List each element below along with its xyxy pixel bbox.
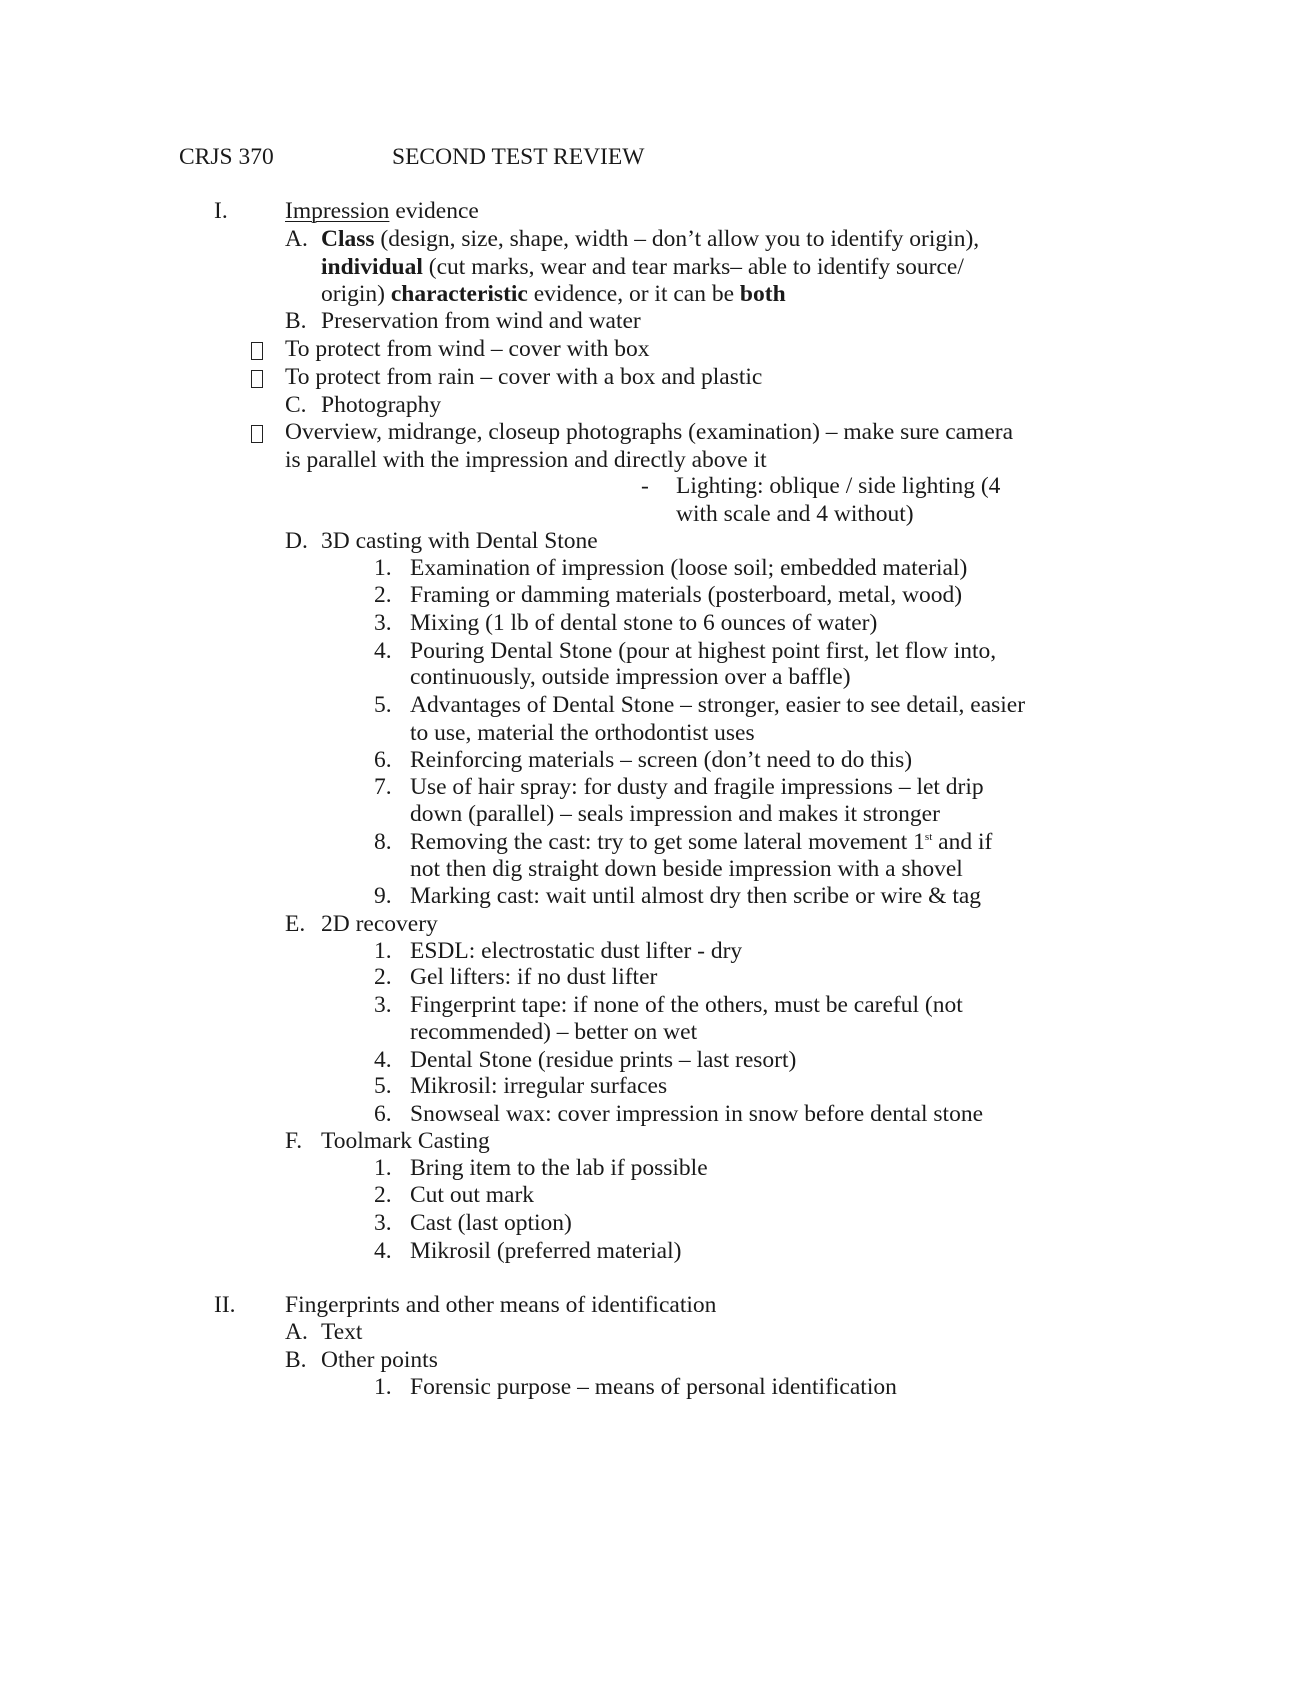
list-item-cont: to use, material the orthodontist uses [410,720,755,746]
list-number: 4. [374,1238,392,1264]
list-item: ESDL: electrostatic dust lifter - dry [410,938,743,964]
text-run: (cut marks, wear and tear marks– able to identify source/ [422,254,964,280]
list-number: 9. [374,883,392,909]
list-number: 8. [374,829,392,855]
bold-term: Class [321,226,375,252]
list-item: Marking cast: wait until almost dry then scribe or wire & tag [410,883,982,909]
bullet-text: is parallel with the impression and directly above it [285,447,767,473]
dash-text: with scale and 4 without) [676,501,914,527]
bold-term: characteristic [390,281,528,307]
list-number: 7. [374,774,392,800]
outline-letter: B. [285,308,307,334]
outline-letter: A. [285,1319,308,1345]
list-item: Fingerprint tape: if none of the others, must be careful (not [410,992,963,1018]
section-title-underlined: Impression [285,198,390,224]
list-item: Cut out mark [410,1182,535,1208]
list-item: Pouring Dental Stone (pour at highest point first, let flow into, [410,638,997,664]
list-number: 1. [374,1374,392,1400]
course-code: CRJS 370 [179,144,274,170]
list-item: Framing or damming materials (posterboard, metal, wood) [410,582,963,608]
list-number: 2. [374,1182,392,1208]
list-item: Mixing (1 lb of dental stone to 6 ounces of water) [410,610,878,636]
list-number: 2. [374,964,392,990]
outline-text: Text [321,1319,363,1345]
list-item-cont: down (parallel) – seals impression and makes it stronger [410,801,940,827]
list-item-cont: continuously, outside impression over a baffle) [410,664,851,690]
list-number: 4. [374,1047,392,1073]
list-number: 1. [374,1155,392,1181]
list-item [410,828,992,857]
list-item: Snowseal wax: cover impression in snow before dental stone [410,1101,984,1127]
outline-text: Photography [321,392,442,418]
outline-letter: D. [285,528,308,554]
outline-text [321,280,786,309]
bullet-text: To protect from rain – cover with a box and plastic [285,364,763,390]
bullet-box-icon [251,342,263,360]
bullet-box-icon [251,370,263,388]
outline-text: Preservation from wind and water [321,308,641,334]
outline-text [321,253,964,282]
list-item: Examination of impression (loose soil; embedded material) [410,555,968,581]
outline-letter: E. [285,911,306,937]
text-run: (design, size, shape, width – don’t allow you to identify origin), [374,226,980,252]
dash-text: Lighting: oblique / side lighting (4 [676,473,1001,499]
list-number: 6. [374,1101,392,1127]
outline-text: Other points [321,1347,438,1373]
text-run: and if [932,829,993,855]
text-run: origin) [321,281,391,307]
bullet-box-icon [251,425,263,443]
outline-letter: B. [285,1347,307,1373]
list-number: 5. [374,1073,392,1099]
bullet-text: To protect from wind – cover with box [285,336,650,362]
list-number: 3. [374,610,392,636]
list-number: 5. [374,692,392,718]
dash-marker: - [641,473,649,499]
list-number: 6. [374,747,392,773]
list-number: 2. [374,582,392,608]
list-number: 3. [374,992,392,1018]
section-title: Fingerprints and other means of identification [285,1292,717,1318]
outline-letter: F. [285,1128,303,1154]
text-run: Removing the cast: try to get some lateral movement 1 [410,829,925,855]
section-numeral: II. [214,1292,236,1318]
page-title: SECOND TEST REVIEW [392,144,645,170]
list-item: Reinforcing materials – screen (don’t need to do this) [410,747,913,773]
list-item: Dental Stone (residue prints – last resort) [410,1047,797,1073]
list-item: Mikrosil: irregular surfaces [410,1073,668,1099]
section-title [285,197,479,226]
list-item: Use of hair spray: for dusty and fragile impressions – let drip [410,774,984,800]
outline-letter: C. [285,392,307,418]
superscript: st [924,831,933,843]
outline-text [321,225,979,254]
list-item: Advantages of Dental Stone – stronger, easier to see detail, easier [410,692,1026,718]
section-title-rest: evidence [389,198,479,224]
list-item: Cast (last option) [410,1210,572,1236]
list-item-cont: recommended) – better on wet [410,1019,698,1045]
outline-text: 2D recovery [321,911,438,937]
list-number: 3. [374,1210,392,1236]
bold-term: individual [321,254,423,280]
list-item: Gel lifters: if no dust lifter [410,964,658,990]
list-item: Mikrosil (preferred material) [410,1238,682,1264]
section-numeral: I. [214,198,228,224]
list-number: 1. [374,555,392,581]
outline-letter: A. [285,226,308,252]
text-run: evidence, or it can be [527,281,740,307]
outline-text: 3D casting with Dental Stone [321,528,598,554]
bullet-text: Overview, midrange, closeup photographs (examination) – make sure camera [285,419,1014,445]
outline-text: Toolmark Casting [321,1128,490,1154]
bold-term: both [739,281,786,307]
list-item-cont: not then dig straight down beside impression with a shovel [410,856,963,882]
list-item: Forensic purpose – means of personal identification [410,1374,897,1400]
list-number: 1. [374,938,392,964]
list-item: Bring item to the lab if possible [410,1155,708,1181]
list-number: 4. [374,638,392,664]
